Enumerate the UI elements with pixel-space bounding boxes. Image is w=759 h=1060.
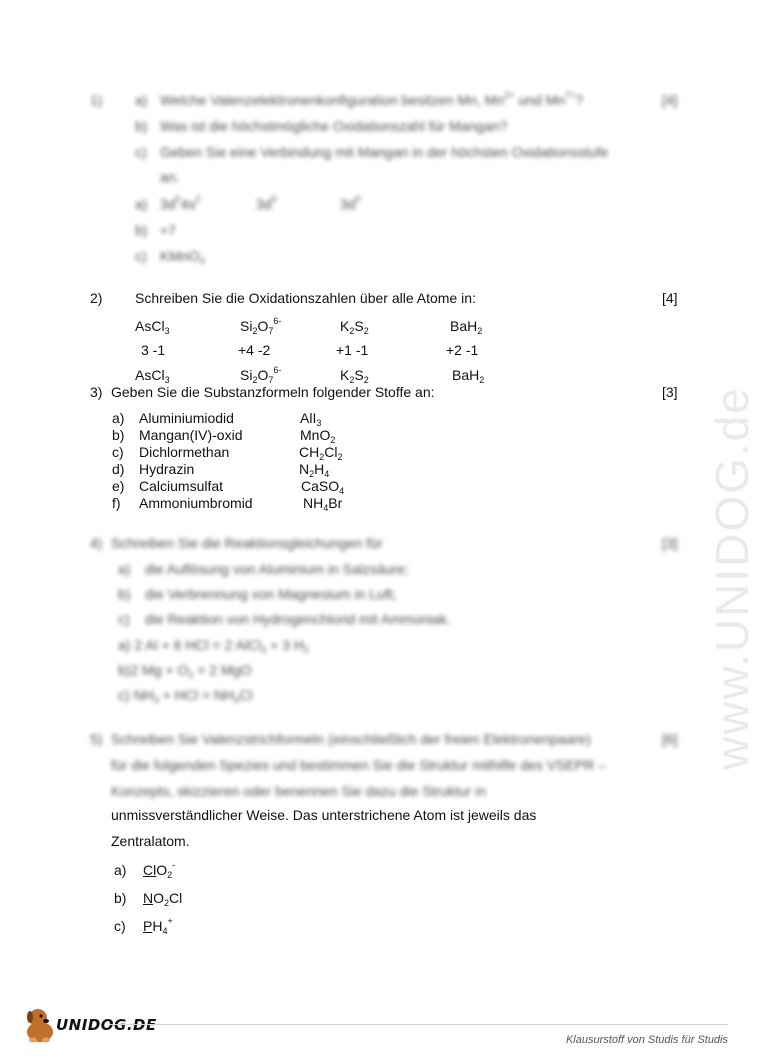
q2-text: Schreiben Sie die Oxidationszahlen über alle Atome in:: [135, 290, 476, 306]
q3-text: Geben Sie die Substanzformeln folgender Stoffe an:: [111, 384, 435, 400]
q4-answer-c: c) $NH_3$ + HCl = $NH_4Cl$: [118, 687, 253, 705]
q5-c-label: c): [114, 918, 126, 934]
q1-c-text-cont: an.: [160, 169, 180, 185]
q3-item-formula: CaSO$_4$: [301, 478, 345, 496]
q2-formula-4-repeat: BaH$_2$: [452, 367, 485, 385]
q2-formula-1: AsCl$_3$: [135, 318, 170, 336]
q5-number: 5): [90, 731, 103, 747]
q1-a-label: a): [135, 92, 148, 108]
q4-a-label: a): [118, 561, 131, 577]
q5-a-label: a): [114, 862, 127, 878]
q2-formula-2: $Si_2O_7^{6-}$: [240, 316, 282, 336]
q3-item-name: Ammoniumbromid: [139, 495, 253, 511]
watermark: www.UNIDOG.de: [706, 386, 758, 770]
q3-item-formula: MnO$_2$: [300, 427, 336, 445]
q1-points: [4]: [662, 92, 678, 108]
q2-formula-1-repeat: AsCl$_3$: [135, 367, 170, 385]
q2-formula-3-repeat: $K_2S_2$: [340, 367, 369, 385]
q2-oxidation-2: +4 -2: [238, 342, 271, 358]
q3-item-label: e): [112, 478, 125, 494]
q2-formula-4: BaH$_2$: [450, 318, 483, 336]
footer: [0, 996, 750, 1056]
q3-item-label: c): [112, 444, 124, 460]
q4-c-text: die Reaktion von Hydrogenchlorid mit Ammoniak.: [145, 611, 451, 627]
footer-divider: [110, 1024, 728, 1025]
q3-item-name: Mangan(IV)-oxid: [139, 427, 243, 443]
q3-item-formula: $CH_2Cl_2$: [299, 444, 343, 462]
q5-line-1: Schreiben Sie Valenzstrichformeln (einschließlich der freien Elektronenpaare): [111, 731, 591, 747]
q3-item-formula: $N_2H_4$: [299, 461, 330, 479]
q3-item-formula: AlI$_3$: [300, 410, 322, 428]
q1-a-text: Welche Valenzelektronenkonfiguration besitzen Mn, $Mn^{2+}$ und $Mn^{7+}$?: [160, 90, 584, 108]
q2-oxidation-4: +2 -1: [446, 342, 479, 358]
q3-item-name: Hydrazin: [139, 461, 195, 477]
q5-b-label: b): [114, 890, 127, 906]
q1-b-text: Was ist die höchstmögliche Oxidationszahl für Mangan?: [160, 118, 508, 134]
q3-item-label: b): [112, 427, 125, 443]
q2-formula-2-repeat: $Si_2O_7^{6-}$: [240, 365, 282, 385]
q3-points: [3]: [662, 384, 678, 400]
q5-c-formula: $PH_4^+$: [143, 916, 173, 936]
q4-b-text: die Verbrennung von Magnesium in Luft;: [145, 586, 397, 602]
q1-c-label: c): [135, 144, 147, 160]
q1-answer-c-label: c): [135, 248, 147, 264]
q4-b-label: b): [118, 586, 131, 602]
q5-line-2: für die folgenden Spezies und bestimmen Sie die Struktur mithilfe des VSEPR –: [111, 757, 606, 773]
footer-tagline: Klausurstoff von Studis für Studis: [565, 1034, 728, 1046]
q5-points: [6]: [662, 731, 678, 747]
q5-a-formula: ClO$_2$-: [143, 860, 176, 880]
q3-item-label: a): [112, 410, 125, 426]
q5-line-3: Konzepts, skizzieren oder benennen Sie dazu die Struktur in: [111, 783, 487, 799]
q1-answer-b-label: b): [135, 222, 148, 238]
q4-answer-b: b)2 $Mg + O_2 = 2$ MgO: [118, 662, 252, 680]
q1-b-label: b): [135, 118, 148, 134]
q1-number: 1): [90, 92, 103, 108]
q3-number: 3): [90, 384, 103, 400]
q4-a-text: die Auflösung von Aluminium in Salzsäure;: [145, 561, 409, 577]
q1-answer-a-label: a): [135, 196, 148, 212]
q4-text: Schreiben Sie die Reaktionsgleichungen für: [111, 535, 383, 551]
q1-answer-a2: $3d^5$: [256, 194, 277, 212]
dog-icon: [20, 1002, 60, 1046]
q1-answer-a1: $3d^54s^2$: [160, 194, 201, 212]
logo-text: UNIDOG.DE: [56, 1016, 157, 1034]
q3-item-name: Calciumsulfat: [139, 478, 224, 494]
q5-b-formula: $NO_2Cl$: [143, 890, 183, 908]
q3-item-name: Dichlormethan: [139, 444, 230, 460]
q5-line-5: Zentralatom.: [111, 833, 190, 849]
q4-points: [3]: [662, 535, 678, 551]
q2-points: [4]: [662, 290, 678, 306]
q4-c-label: c): [118, 611, 130, 627]
q4-number: 4): [90, 535, 103, 551]
q2-oxidation-3: +1 -1: [336, 342, 369, 358]
q2-oxidation-1: 3 -1: [141, 342, 166, 358]
q1-answer-a3: $3d^0$: [340, 194, 361, 212]
q1-answer-c: KMnO$_4$: [160, 248, 205, 266]
q4-answer-a: a) 2 Al + 6 HCl = 2 AlCl$_3$ + 3 $H_2$: [118, 637, 309, 655]
q2-formula-3: $K_2S_2$: [340, 318, 369, 336]
q2-number: 2): [90, 290, 103, 306]
q1-c-text: Geben Sie eine Verbindung mit Mangan in der höchsten Oxidationsstufe: [160, 144, 609, 160]
q3-item-label: f): [112, 495, 121, 511]
q3-item-label: d): [112, 461, 125, 477]
q3-item-name: Aluminiumiodid: [139, 410, 234, 426]
q5-line-4: unmissverständlicher Weise. Das unterstrichene Atom ist jeweils das: [111, 807, 537, 823]
q1-answer-b: +7: [160, 222, 176, 238]
q3-item-formula: $NH_4Br$: [303, 495, 343, 513]
